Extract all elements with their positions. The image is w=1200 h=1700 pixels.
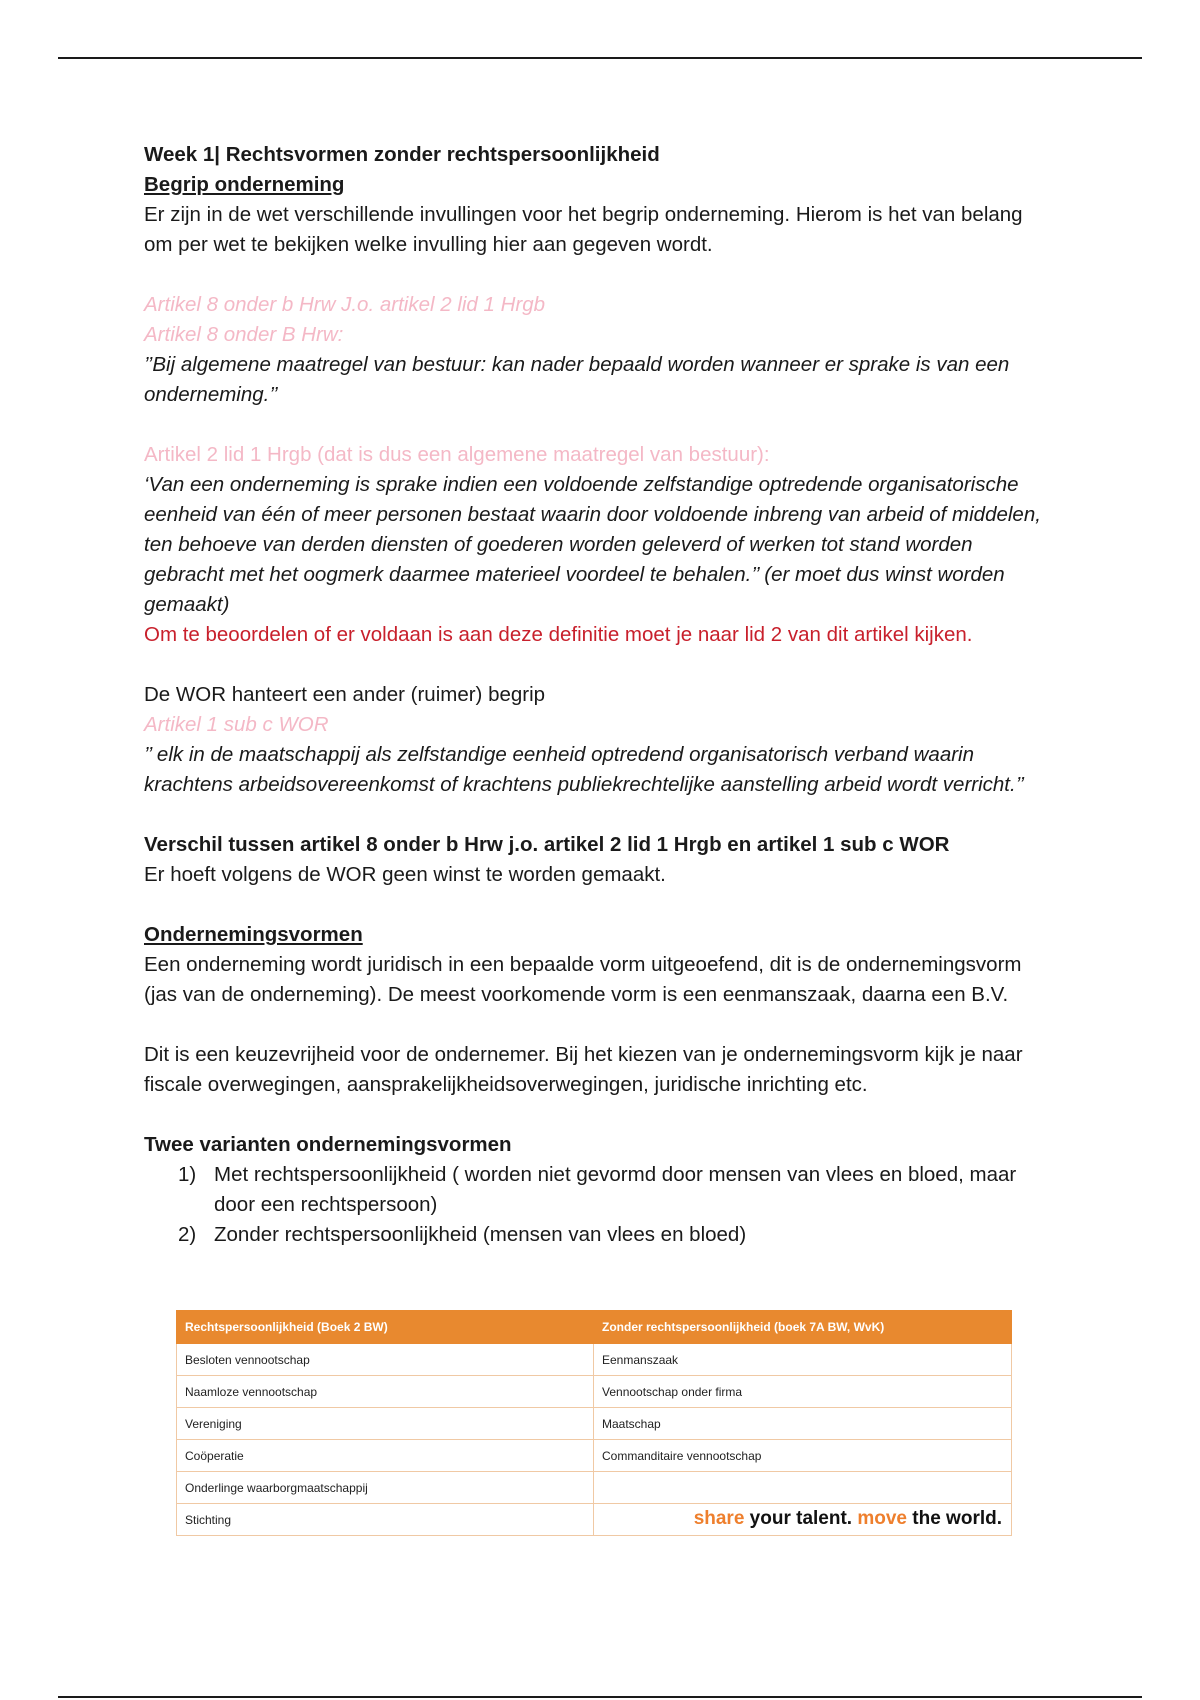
table-cell: Commanditaire vennootschap bbox=[594, 1440, 1012, 1472]
slogan-word-world: the world. bbox=[907, 1508, 1002, 1529]
wor-intro: De WOR hanteert een ander (ruimer) begrip bbox=[144, 683, 546, 706]
list-item-number: 2) bbox=[178, 1223, 197, 1246]
variants-list bbox=[144, 1160, 1054, 1250]
document-body bbox=[144, 140, 1054, 1250]
table-cell: Onderlinge waarborgmaatschappij bbox=[177, 1472, 594, 1504]
bottom-rule bbox=[58, 1696, 1142, 1698]
quote-amvb: ’’Bij algemene maatregel van bestuur: kan nader bepaald worden wanneer er sprake is van een onderneming.’’ bbox=[144, 353, 1010, 406]
table-row bbox=[177, 1344, 1012, 1376]
list-item-number: 1) bbox=[178, 1163, 197, 1186]
slogan-word-talent: your talent. bbox=[744, 1508, 853, 1529]
section-title-vormen: Ondernemingsvormen bbox=[144, 923, 363, 946]
list-item-text: Met rechtspersoonlijkheid ( worden niet gevormd door mensen van vlees en bloed, maar door een rechtspersoon) bbox=[214, 1163, 1017, 1216]
table-row bbox=[177, 1440, 1012, 1472]
top-rule bbox=[58, 57, 1142, 59]
table-cell: Besloten vennootschap bbox=[177, 1344, 594, 1376]
table-cell: Vereniging bbox=[177, 1408, 594, 1440]
reference-hrgb: Artikel 2 lid 1 Hrgb (dat is dus een algemene maatregel van bestuur): bbox=[144, 443, 770, 466]
difference-text: Er hoeft volgens de WOR geen winst te worden gemaakt. bbox=[144, 863, 666, 886]
list-item bbox=[178, 1220, 1054, 1250]
reference-wor: Artikel 1 sub c WOR bbox=[144, 713, 329, 736]
list-item-text: Zonder rechtspersoonlijkheid (mensen van vlees en bloed) bbox=[214, 1223, 747, 1246]
table-header-cell: Rechtspersoonlijkheid (Boek 2 BW) bbox=[177, 1311, 594, 1344]
difference-title: Verschil tussen artikel 8 onder b Hrw j.o. artikel 2 lid 1 Hrgb en artikel 1 sub c WOR bbox=[144, 833, 950, 856]
table-header-row bbox=[177, 1311, 1012, 1344]
intro-paragraph: Er zijn in de wet verschillende invullingen voor het begrip onderneming. Hierom is het van belang om per wet te bekijken welke invulling hier aan gegeven wordt. bbox=[144, 203, 1023, 256]
reference-hrw-hrgb: Artikel 8 onder b Hrw J.o. artikel 2 lid 1 Hrgb bbox=[144, 293, 546, 316]
table-row bbox=[177, 1376, 1012, 1408]
rechtsvormen-table bbox=[176, 1310, 1012, 1536]
table-cell bbox=[594, 1472, 1012, 1504]
vormen-paragraph-1: Een onderneming wordt juridisch in een bepaalde vorm uitgeoefend, dit is de ondernemingsvorm (jas van de onderneming). De meest voorkomende vorm is een eenmanszaak, daarna een B.V. bbox=[144, 953, 1022, 1006]
table-row bbox=[177, 1472, 1012, 1504]
page-heading: Week 1| Rechtsvormen zonder rechtspersoonlijkheid bbox=[144, 143, 660, 166]
note-lid-2: Om te beoordelen of er voldaan is aan deze definitie moet je naar lid 2 van dit artikel kijken. bbox=[144, 623, 973, 646]
slogan-word-share: share bbox=[693, 1508, 745, 1529]
quote-wor: ’’ elk in de maatschappij als zelfstandige eenheid optredend organisatorisch verband waarin krachtens arbeidsovereenkomst of krachtens publiekrechtelijke aanstelling arbeid wordt verricht.’’ bbox=[144, 743, 1025, 796]
table-row bbox=[177, 1408, 1012, 1440]
table-cell: Eenmanszaak bbox=[594, 1344, 1012, 1376]
table-cell: Coöperatie bbox=[177, 1440, 594, 1472]
list-item bbox=[178, 1160, 1054, 1220]
table-cell: Vennootschap onder firma bbox=[594, 1376, 1012, 1408]
reference-hrw: Artikel 8 onder B Hrw: bbox=[144, 323, 344, 346]
variants-title: Twee varianten ondernemingsvormen bbox=[144, 1133, 512, 1156]
slogan-word-move: move bbox=[852, 1508, 907, 1529]
vormen-paragraph-2: Dit is een keuzevrijheid voor de ondernemer. Bij het kiezen van je ondernemingsvorm kijk je naar fiscale overwegingen, aansprakelijkheidsoverwegingen, juridische inrichting etc. bbox=[144, 1043, 1023, 1096]
section-title-begrip: Begrip onderneming bbox=[144, 173, 345, 196]
table-cell: Naamloze vennootschap bbox=[177, 1376, 594, 1408]
quote-definition: ‘Van een onderneming is sprake indien een voldoende zelfstandige optredende organisatorische eenheid van één of meer personen bestaat waarin door voldoende inbreng van arbeid of middelen, ten behoeve van derden diensten of goederen worden geleverd of werken tot stand worden gebracht met het oogmerk daarmee materieel voordeel te behalen.’’ (er moet dus winst worden gemaakt) bbox=[144, 473, 1041, 616]
slogan-watermark bbox=[694, 1508, 1002, 1530]
table-header-cell: Zonder rechtspersoonlijkheid (boek 7A BW, WvK) bbox=[594, 1311, 1012, 1344]
table-cell: Stichting bbox=[177, 1504, 594, 1536]
table-cell: Maatschap bbox=[594, 1408, 1012, 1440]
